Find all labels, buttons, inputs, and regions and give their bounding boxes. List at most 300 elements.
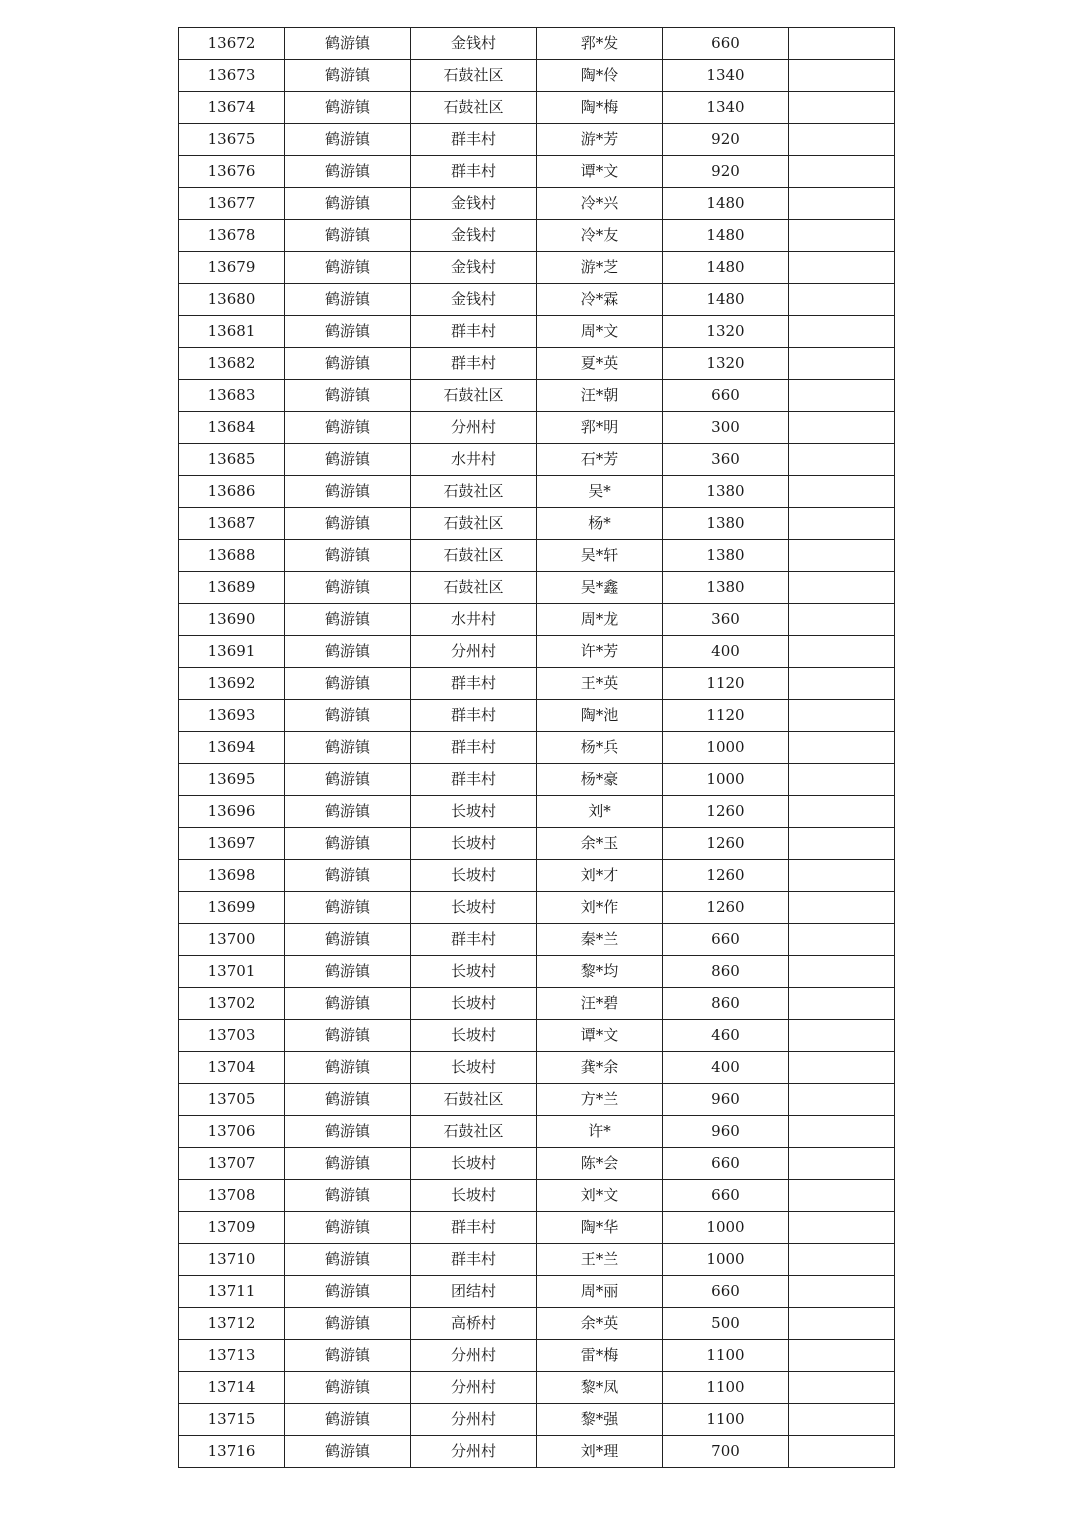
town-cell: 鹤游镇 (285, 1212, 411, 1244)
table-row (179, 892, 895, 924)
row-number-cell: 13673 (179, 60, 285, 92)
amount-cell: 1100 (663, 1340, 789, 1372)
town-cell: 鹤游镇 (285, 252, 411, 284)
amount-cell: 1480 (663, 252, 789, 284)
town-cell: 鹤游镇 (285, 92, 411, 124)
table-row (179, 1308, 895, 1340)
row-number-cell: 13699 (179, 892, 285, 924)
row-number-cell: 13708 (179, 1180, 285, 1212)
row-number-cell: 13709 (179, 1212, 285, 1244)
table-row (179, 636, 895, 668)
village-cell: 长坡村 (411, 1148, 537, 1180)
amount-cell: 1380 (663, 540, 789, 572)
amount-cell: 500 (663, 1308, 789, 1340)
row-number-cell: 13697 (179, 828, 285, 860)
table-row (179, 380, 895, 412)
note-cell (789, 1180, 895, 1212)
name-cell: 周*文 (537, 316, 663, 348)
row-number-cell: 13689 (179, 572, 285, 604)
note-cell (789, 796, 895, 828)
village-cell: 群丰村 (411, 1244, 537, 1276)
name-cell: 黎*强 (537, 1404, 663, 1436)
amount-cell: 1320 (663, 348, 789, 380)
town-cell: 鹤游镇 (285, 188, 411, 220)
note-cell (789, 1340, 895, 1372)
table-row (179, 1148, 895, 1180)
town-cell: 鹤游镇 (285, 1116, 411, 1148)
table-row (179, 540, 895, 572)
name-cell: 游*芳 (537, 124, 663, 156)
village-cell: 群丰村 (411, 700, 537, 732)
name-cell: 杨* (537, 508, 663, 540)
amount-cell: 660 (663, 1276, 789, 1308)
table-row (179, 156, 895, 188)
town-cell: 鹤游镇 (285, 1276, 411, 1308)
note-cell (789, 700, 895, 732)
name-cell: 王*英 (537, 668, 663, 700)
village-cell: 石鼓社区 (411, 380, 537, 412)
amount-cell: 1120 (663, 700, 789, 732)
note-cell (789, 988, 895, 1020)
amount-cell: 1000 (663, 732, 789, 764)
row-number-cell: 13704 (179, 1052, 285, 1084)
village-cell: 群丰村 (411, 124, 537, 156)
village-cell: 分州村 (411, 1372, 537, 1404)
note-cell (789, 188, 895, 220)
row-number-cell: 13686 (179, 476, 285, 508)
name-cell: 郛*明 (537, 412, 663, 444)
row-number-cell: 13695 (179, 764, 285, 796)
amount-cell: 660 (663, 380, 789, 412)
row-number-cell: 13696 (179, 796, 285, 828)
row-number-cell: 13674 (179, 92, 285, 124)
village-cell: 长坡村 (411, 828, 537, 860)
note-cell (789, 604, 895, 636)
town-cell: 鹤游镇 (285, 348, 411, 380)
row-number-cell: 13714 (179, 1372, 285, 1404)
row-number-cell: 13706 (179, 1116, 285, 1148)
records-table (178, 27, 895, 1468)
name-cell: 方*兰 (537, 1084, 663, 1116)
name-cell: 余*玉 (537, 828, 663, 860)
name-cell: 谭*文 (537, 1020, 663, 1052)
note-cell (789, 1244, 895, 1276)
name-cell: 陶*伶 (537, 60, 663, 92)
village-cell: 石鼓社区 (411, 476, 537, 508)
row-number-cell: 13701 (179, 956, 285, 988)
table-row (179, 252, 895, 284)
table-row (179, 508, 895, 540)
name-cell: 陶*梅 (537, 92, 663, 124)
village-cell: 长坡村 (411, 988, 537, 1020)
amount-cell: 300 (663, 412, 789, 444)
village-cell: 分州村 (411, 1436, 537, 1468)
note-cell (789, 444, 895, 476)
town-cell: 鹤游镇 (285, 572, 411, 604)
village-cell: 群丰村 (411, 668, 537, 700)
note-cell (789, 220, 895, 252)
town-cell: 鹤游镇 (285, 1052, 411, 1084)
note-cell (789, 1404, 895, 1436)
row-number-cell: 13702 (179, 988, 285, 1020)
amount-cell: 1480 (663, 284, 789, 316)
amount-cell: 1100 (663, 1372, 789, 1404)
note-cell (789, 412, 895, 444)
amount-cell: 1340 (663, 60, 789, 92)
row-number-cell: 13698 (179, 860, 285, 892)
amount-cell: 960 (663, 1084, 789, 1116)
town-cell: 鹤游镇 (285, 1180, 411, 1212)
town-cell: 鹤游镇 (285, 156, 411, 188)
row-number-cell: 13684 (179, 412, 285, 444)
amount-cell: 660 (663, 1180, 789, 1212)
name-cell: 夏*英 (537, 348, 663, 380)
note-cell (789, 1276, 895, 1308)
town-cell: 鹤游镇 (285, 284, 411, 316)
amount-cell: 960 (663, 1116, 789, 1148)
name-cell: 冷*友 (537, 220, 663, 252)
table-row (179, 1084, 895, 1116)
amount-cell: 1380 (663, 508, 789, 540)
note-cell (789, 860, 895, 892)
table-row (179, 92, 895, 124)
row-number-cell: 13681 (179, 316, 285, 348)
amount-cell: 660 (663, 1148, 789, 1180)
name-cell: 王*兰 (537, 1244, 663, 1276)
amount-cell: 700 (663, 1436, 789, 1468)
town-cell: 鹤游镇 (285, 28, 411, 60)
town-cell: 鹤游镇 (285, 412, 411, 444)
row-number-cell: 13680 (179, 284, 285, 316)
row-number-cell: 13688 (179, 540, 285, 572)
village-cell: 石鼓社区 (411, 508, 537, 540)
village-cell: 长坡村 (411, 956, 537, 988)
name-cell: 冷*兴 (537, 188, 663, 220)
name-cell: 秦*兰 (537, 924, 663, 956)
amount-cell: 1380 (663, 572, 789, 604)
note-cell (789, 764, 895, 796)
town-cell: 鹤游镇 (285, 828, 411, 860)
row-number-cell: 13685 (179, 444, 285, 476)
town-cell: 鹤游镇 (285, 60, 411, 92)
row-number-cell: 13694 (179, 732, 285, 764)
note-cell (789, 1212, 895, 1244)
table-row (179, 1404, 895, 1436)
row-number-cell: 13692 (179, 668, 285, 700)
note-cell (789, 476, 895, 508)
amount-cell: 1480 (663, 188, 789, 220)
table-row (179, 1180, 895, 1212)
village-cell: 群丰村 (411, 1212, 537, 1244)
note-cell (789, 28, 895, 60)
row-number-cell: 13693 (179, 700, 285, 732)
village-cell: 水井村 (411, 444, 537, 476)
row-number-cell: 13672 (179, 28, 285, 60)
table-row (179, 1116, 895, 1148)
name-cell: 刘*理 (537, 1436, 663, 1468)
amount-cell: 1260 (663, 796, 789, 828)
table-row (179, 668, 895, 700)
town-cell: 鹤游镇 (285, 444, 411, 476)
town-cell: 鹤游镇 (285, 1340, 411, 1372)
note-cell (789, 92, 895, 124)
note-cell (789, 732, 895, 764)
town-cell: 鹤游镇 (285, 796, 411, 828)
amount-cell: 1260 (663, 828, 789, 860)
amount-cell: 860 (663, 988, 789, 1020)
table-row (179, 28, 895, 60)
village-cell: 金钱村 (411, 284, 537, 316)
town-cell: 鹤游镇 (285, 1148, 411, 1180)
village-cell: 金钱村 (411, 28, 537, 60)
table-row (179, 1052, 895, 1084)
name-cell: 许* (537, 1116, 663, 1148)
note-cell (789, 1436, 895, 1468)
name-cell: 龚*余 (537, 1052, 663, 1084)
town-cell: 鹤游镇 (285, 508, 411, 540)
name-cell: 许*芳 (537, 636, 663, 668)
table-row (179, 124, 895, 156)
amount-cell: 1100 (663, 1404, 789, 1436)
name-cell: 刘*才 (537, 860, 663, 892)
village-cell: 长坡村 (411, 892, 537, 924)
town-cell: 鹤游镇 (285, 1020, 411, 1052)
village-cell: 群丰村 (411, 316, 537, 348)
row-number-cell: 13683 (179, 380, 285, 412)
amount-cell: 860 (663, 956, 789, 988)
village-cell: 石鼓社区 (411, 60, 537, 92)
note-cell (789, 1116, 895, 1148)
village-cell: 长坡村 (411, 1052, 537, 1084)
amount-cell: 1380 (663, 476, 789, 508)
village-cell: 分州村 (411, 636, 537, 668)
village-cell: 石鼓社区 (411, 1084, 537, 1116)
name-cell: 刘*作 (537, 892, 663, 924)
name-cell: 冷*霖 (537, 284, 663, 316)
row-number-cell: 13682 (179, 348, 285, 380)
table-row (179, 1212, 895, 1244)
village-cell: 金钱村 (411, 252, 537, 284)
row-number-cell: 13679 (179, 252, 285, 284)
row-number-cell: 13676 (179, 156, 285, 188)
town-cell: 鹤游镇 (285, 604, 411, 636)
town-cell: 鹤游镇 (285, 1308, 411, 1340)
note-cell (789, 316, 895, 348)
row-number-cell: 13690 (179, 604, 285, 636)
village-cell: 高桥村 (411, 1308, 537, 1340)
table-row (179, 1020, 895, 1052)
row-number-cell: 13712 (179, 1308, 285, 1340)
table-row (179, 732, 895, 764)
name-cell: 周*丽 (537, 1276, 663, 1308)
row-number-cell: 13705 (179, 1084, 285, 1116)
row-number-cell: 13715 (179, 1404, 285, 1436)
note-cell (789, 348, 895, 380)
note-cell (789, 124, 895, 156)
table-row (179, 476, 895, 508)
note-cell (789, 1308, 895, 1340)
town-cell: 鹤游镇 (285, 380, 411, 412)
table-row (179, 796, 895, 828)
table-row (179, 1244, 895, 1276)
table-row (179, 764, 895, 796)
village-cell: 分州村 (411, 412, 537, 444)
name-cell: 刘* (537, 796, 663, 828)
amount-cell: 1260 (663, 892, 789, 924)
table-row (179, 1276, 895, 1308)
table-row (179, 924, 895, 956)
town-cell: 鹤游镇 (285, 1244, 411, 1276)
name-cell: 汪*朝 (537, 380, 663, 412)
amount-cell: 360 (663, 604, 789, 636)
table-row (179, 1372, 895, 1404)
table-row (179, 860, 895, 892)
village-cell: 分州村 (411, 1404, 537, 1436)
village-cell: 金钱村 (411, 188, 537, 220)
town-cell: 鹤游镇 (285, 636, 411, 668)
name-cell: 雷*梅 (537, 1340, 663, 1372)
note-cell (789, 1148, 895, 1180)
town-cell: 鹤游镇 (285, 956, 411, 988)
village-cell: 石鼓社区 (411, 1116, 537, 1148)
row-number-cell: 13678 (179, 220, 285, 252)
village-cell: 石鼓社区 (411, 92, 537, 124)
note-cell (789, 668, 895, 700)
town-cell: 鹤游镇 (285, 1084, 411, 1116)
row-number-cell: 13677 (179, 188, 285, 220)
table-row (179, 444, 895, 476)
table-row (179, 60, 895, 92)
table-row (179, 348, 895, 380)
note-cell (789, 1084, 895, 1116)
village-cell: 长坡村 (411, 1180, 537, 1212)
table-row (179, 988, 895, 1020)
note-cell (789, 284, 895, 316)
row-number-cell: 13700 (179, 924, 285, 956)
name-cell: 余*英 (537, 1308, 663, 1340)
town-cell: 鹤游镇 (285, 700, 411, 732)
note-cell (789, 636, 895, 668)
town-cell: 鹤游镇 (285, 988, 411, 1020)
town-cell: 鹤游镇 (285, 860, 411, 892)
town-cell: 鹤游镇 (285, 1404, 411, 1436)
table-row (179, 572, 895, 604)
town-cell: 鹤游镇 (285, 732, 411, 764)
table-row (179, 700, 895, 732)
village-cell: 长坡村 (411, 796, 537, 828)
note-cell (789, 508, 895, 540)
note-cell (789, 252, 895, 284)
name-cell: 陶*池 (537, 700, 663, 732)
village-cell: 石鼓社区 (411, 572, 537, 604)
name-cell: 杨*兵 (537, 732, 663, 764)
amount-cell: 660 (663, 924, 789, 956)
amount-cell: 400 (663, 1052, 789, 1084)
note-cell (789, 156, 895, 188)
table-row (179, 828, 895, 860)
name-cell: 游*芝 (537, 252, 663, 284)
town-cell: 鹤游镇 (285, 476, 411, 508)
town-cell: 鹤游镇 (285, 892, 411, 924)
note-cell (789, 1052, 895, 1084)
amount-cell: 1320 (663, 316, 789, 348)
row-number-cell: 13675 (179, 124, 285, 156)
village-cell: 群丰村 (411, 732, 537, 764)
village-cell: 群丰村 (411, 348, 537, 380)
row-number-cell: 13707 (179, 1148, 285, 1180)
amount-cell: 460 (663, 1020, 789, 1052)
note-cell (789, 892, 895, 924)
town-cell: 鹤游镇 (285, 764, 411, 796)
name-cell: 汪*碧 (537, 988, 663, 1020)
name-cell: 黎*均 (537, 956, 663, 988)
note-cell (789, 60, 895, 92)
table-row (179, 956, 895, 988)
table-row (179, 284, 895, 316)
row-number-cell: 13710 (179, 1244, 285, 1276)
records-table-body (179, 28, 895, 1468)
note-cell (789, 956, 895, 988)
town-cell: 鹤游镇 (285, 540, 411, 572)
row-number-cell: 13691 (179, 636, 285, 668)
amount-cell: 360 (663, 444, 789, 476)
note-cell (789, 1020, 895, 1052)
note-cell (789, 1372, 895, 1404)
amount-cell: 920 (663, 124, 789, 156)
village-cell: 团结村 (411, 1276, 537, 1308)
table-row (179, 220, 895, 252)
village-cell: 石鼓社区 (411, 540, 537, 572)
amount-cell: 660 (663, 28, 789, 60)
amount-cell: 1000 (663, 764, 789, 796)
village-cell: 分州村 (411, 1340, 537, 1372)
town-cell: 鹤游镇 (285, 1436, 411, 1468)
amount-cell: 1260 (663, 860, 789, 892)
amount-cell: 1120 (663, 668, 789, 700)
village-cell: 群丰村 (411, 156, 537, 188)
table-row (179, 412, 895, 444)
amount-cell: 400 (663, 636, 789, 668)
name-cell: 郛*发 (537, 28, 663, 60)
note-cell (789, 572, 895, 604)
town-cell: 鹤游镇 (285, 316, 411, 348)
row-number-cell: 13711 (179, 1276, 285, 1308)
row-number-cell: 13716 (179, 1436, 285, 1468)
name-cell: 吴*鑫 (537, 572, 663, 604)
note-cell (789, 380, 895, 412)
name-cell: 刘*文 (537, 1180, 663, 1212)
note-cell (789, 540, 895, 572)
table-row (179, 316, 895, 348)
name-cell: 谭*文 (537, 156, 663, 188)
name-cell: 黎*凤 (537, 1372, 663, 1404)
table-row (179, 604, 895, 636)
village-cell: 水井村 (411, 604, 537, 636)
town-cell: 鹤游镇 (285, 124, 411, 156)
table-row (179, 1340, 895, 1372)
amount-cell: 920 (663, 156, 789, 188)
name-cell: 石*芳 (537, 444, 663, 476)
amount-cell: 1480 (663, 220, 789, 252)
table-row (179, 1436, 895, 1468)
village-cell: 长坡村 (411, 860, 537, 892)
town-cell: 鹤游镇 (285, 924, 411, 956)
amount-cell: 1000 (663, 1212, 789, 1244)
amount-cell: 1000 (663, 1244, 789, 1276)
village-cell: 金钱村 (411, 220, 537, 252)
name-cell: 杨*豪 (537, 764, 663, 796)
name-cell: 陈*会 (537, 1148, 663, 1180)
